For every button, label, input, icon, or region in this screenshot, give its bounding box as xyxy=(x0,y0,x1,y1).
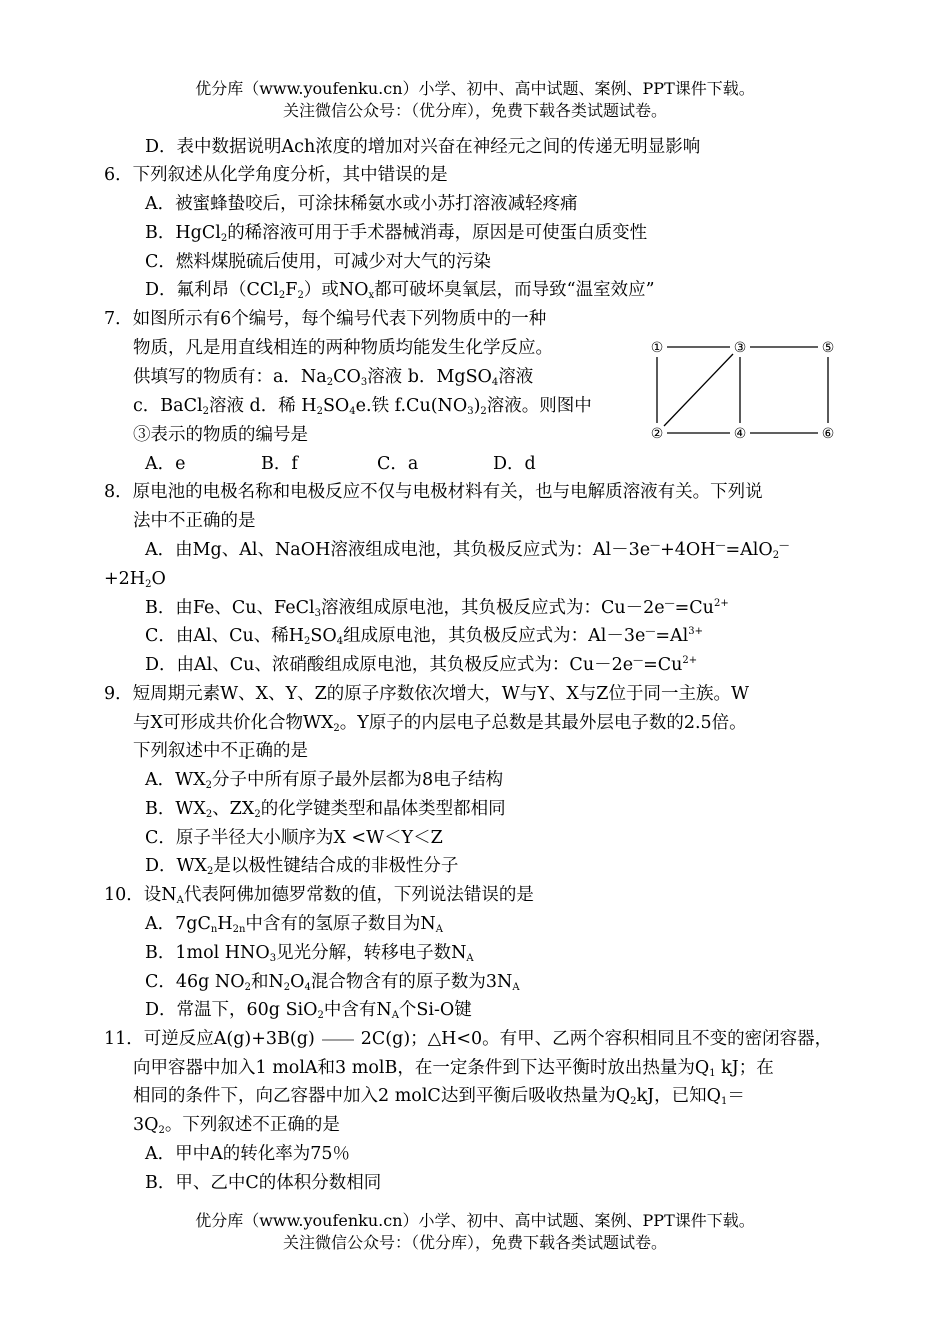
q7-stem-line-1: 7．如图所示有6个编号，每个编号代表下列物质中的一种 xyxy=(104,309,547,329)
q6-stem: 6．下列叙述从化学角度分析，其中错误的是 xyxy=(104,165,448,185)
q11-stem-line-4: $3Q_2$。下列叙述不正确的是 xyxy=(133,1115,340,1136)
q7-option-c: C．a xyxy=(377,454,419,474)
q7-stem-line-4: c．BaCl$_2$溶液 d．稀 $H_2SO_4e$.铁 $f.Cu(NO_3)_2$溶液。则图中 xyxy=(133,396,592,417)
q10-option-d: D．常温下，60g SiO$_2$中含有$N_A$个Si-O键 xyxy=(145,1000,472,1021)
q7-option-b: B．f xyxy=(261,454,298,474)
q11-stem-line-1: 11．可逆反应A(g)+3B(g) 2C(g)；△H<0。有甲、乙两个容积相同且不变的密闭容器， xyxy=(104,1029,833,1049)
q7-stem-line-2: 物质，凡是用直线相连的两种物质均能发生化学反应。 xyxy=(133,338,553,358)
q8-option-a: A．由Mg、Al、NaOH溶液组成电池，其负极反应式为：Al－3e—+4OH—=AlO$_2$— xyxy=(145,540,790,561)
q11-option-b: B．甲、乙中C的体积分数相同 xyxy=(145,1173,382,1193)
q8-option-a-continued: $+2H_2O$ xyxy=(104,569,166,590)
q6-option-c: C．燃料煤脱硫后使用，可减少对大气的污染 xyxy=(145,252,491,272)
node-2: ② xyxy=(650,426,664,442)
q11-stem-line-3: 相同的条件下，向乙容器中加入2 molC达到平衡后吸收热量为$Q_2kJ$，已知$Q_1=$ xyxy=(133,1086,745,1107)
q7-options xyxy=(145,450,609,478)
q8-stem-line-2: 法中不正确的是 xyxy=(133,511,256,531)
q9-stem-line-1: 9．短周期元素W、X、Y、Z的原子序数依次增大，W与Y、X与Z位于同一主族。W xyxy=(104,684,749,704)
q7-option-a: A．e xyxy=(145,454,186,474)
q10-option-c: C．46g $NO_2$和$N_2O_4$混合物含有的原子数为$3N_A$ xyxy=(145,972,520,993)
q10-option-a: A．$7gC_nH_{2n}$中含有的氢原子数目为$N_A$ xyxy=(145,914,443,935)
q9-option-d: D．$WX_2$是以极性键结合成的非极性分子 xyxy=(145,856,459,877)
q6-option-a: A．被蜜蜂蛰咬后，可涂抹稀氨水或小苏打溶液减轻疼痛 xyxy=(145,194,578,214)
node-6: ⑥ xyxy=(821,426,835,442)
footer-line-2: 关注微信公众号：（优分库），免费下载各类试题试卷。 xyxy=(282,1233,667,1252)
emphasized-text: 不正确 xyxy=(220,741,273,761)
q8-stem-line-1: 8．原电池的电极名称和电极反应不仅与电极材料有关，也与电解质溶液有关。下列说 xyxy=(104,482,763,502)
node-3: ③ xyxy=(733,340,747,356)
node-4: ④ xyxy=(733,426,747,442)
q8-option-d: D．由Al、Cu、浓硝酸组成原电池，其负极反应式为：$Cu-2e^—=Cu^{2+}$ xyxy=(145,655,698,675)
q11-option-a: A．甲中A的转化率为75％ xyxy=(145,1144,351,1164)
page-footer xyxy=(0,1210,950,1254)
footer-line-1: 优分库（www.youfenku.cn）小学、初中、高中试题、案例、PPT课件下载。 xyxy=(195,1211,755,1230)
q6-option-b: B．HgCl$_2$的稀溶液可用于手术器械消毒，原因是可使蛋白质变性 xyxy=(145,223,648,244)
q5-option-d: D．表中数据说明Ach浓度的增加对兴奋在神经元之间的传递无明显影响 xyxy=(145,137,701,157)
q9-option-c: C．原子半径大小顺序为X <W＜Y＜Z xyxy=(145,828,443,848)
header-line-2: 关注微信公众号：（优分库），免费下载各类试题试卷。 xyxy=(282,101,667,120)
q8-option-b: B．由Fe、Cu、FeCl$_3$溶液组成原电池，其负极反应式为：$Cu-2e^—=Cu^{2+}$ xyxy=(145,598,729,619)
q9-stem-line-2: 与X可形成共价化合物$WX_2$。Y原子的内层电子总数是其最外层电子数的2.5倍。 xyxy=(133,713,747,734)
q7-reaction-diagram xyxy=(640,330,850,450)
edge-2-3 xyxy=(664,354,733,426)
q7-option-d: D．d xyxy=(493,454,536,474)
q7-stem-line-3: 供填写的物质有：a．$Na_2CO_3$溶液 b．MgSO$_4$溶液 xyxy=(133,367,534,388)
q10-stem: 10．设$N_A$代表阿佛加德罗常数的值，下列说法错误的是 xyxy=(104,885,534,906)
node-5: ⑤ xyxy=(821,340,835,356)
q6-option-d: D．氟利昂$(CCl_2F_2)$或$NO_x$都可破坏臭氧层，而导致“温室效应” xyxy=(145,280,655,301)
q7-stem-line-5: ③表示的物质的编号是 xyxy=(133,425,308,445)
page-header xyxy=(0,78,950,122)
q10-option-b: B．1mol $HNO_3$见光分解，转移电子数$N_A$ xyxy=(145,943,474,964)
q9-stem-line-3: 下列叙述中不正确的是 xyxy=(133,741,308,761)
q8-option-c: C．由Al、Cu、稀$H_2SO_4$组成原电池，其负极反应式为：$Al-3e^—=Al^{3+}$ xyxy=(145,626,704,647)
q11-stem-line-2: 向甲容器中加入1 molA和3 molB，在一定条件到下达平衡时放出热量为$Q_1$ kJ；在 xyxy=(133,1058,774,1079)
q9-option-b: B．$WX_2$、$ZX_2$的化学键类型和晶体类型都相同 xyxy=(145,799,506,820)
reversible-arrow-icon xyxy=(318,1033,358,1047)
node-1: ① xyxy=(650,340,664,356)
q9-option-a: A．$WX_2$分子中所有原子最外层都为8电子结构 xyxy=(145,770,504,791)
header-line-1: 优分库（www.youfenku.cn）小学、初中、高中试题、案例、PPT课件下载。 xyxy=(195,79,755,98)
